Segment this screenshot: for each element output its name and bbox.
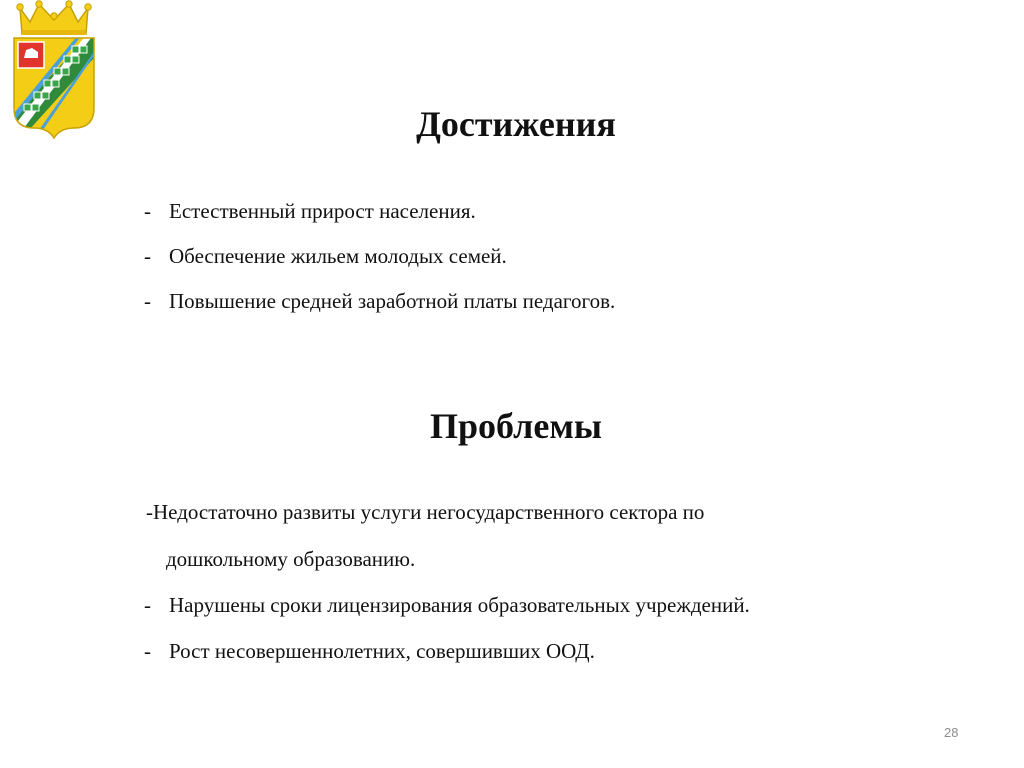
achievements-heading: Достижения: [416, 104, 616, 144]
problems-heading: Проблемы: [430, 406, 602, 446]
list-item: - Нарушены сроки лицензирования образовательных учреждений.: [144, 593, 750, 617]
page-number: 28: [944, 725, 959, 740]
achievements-list: [144, 199, 615, 334]
list-item: - Обеспечение жильем молодых семей.: [144, 244, 507, 268]
problem-item-line1: -Недостаточно развиты услуги негосударственного сектора по: [146, 500, 705, 524]
list-item: - Повышение средней заработной платы педагогов.: [144, 289, 616, 313]
crown-icon: [17, 1, 91, 35]
problems-list: [144, 593, 750, 685]
list-item: - Естественный прирост населения.: [144, 199, 476, 223]
problem-item-line2: дошкольному образованию.: [166, 547, 416, 571]
list-item: - Рост несовершеннолетних, совершивших ООД.: [144, 639, 595, 663]
